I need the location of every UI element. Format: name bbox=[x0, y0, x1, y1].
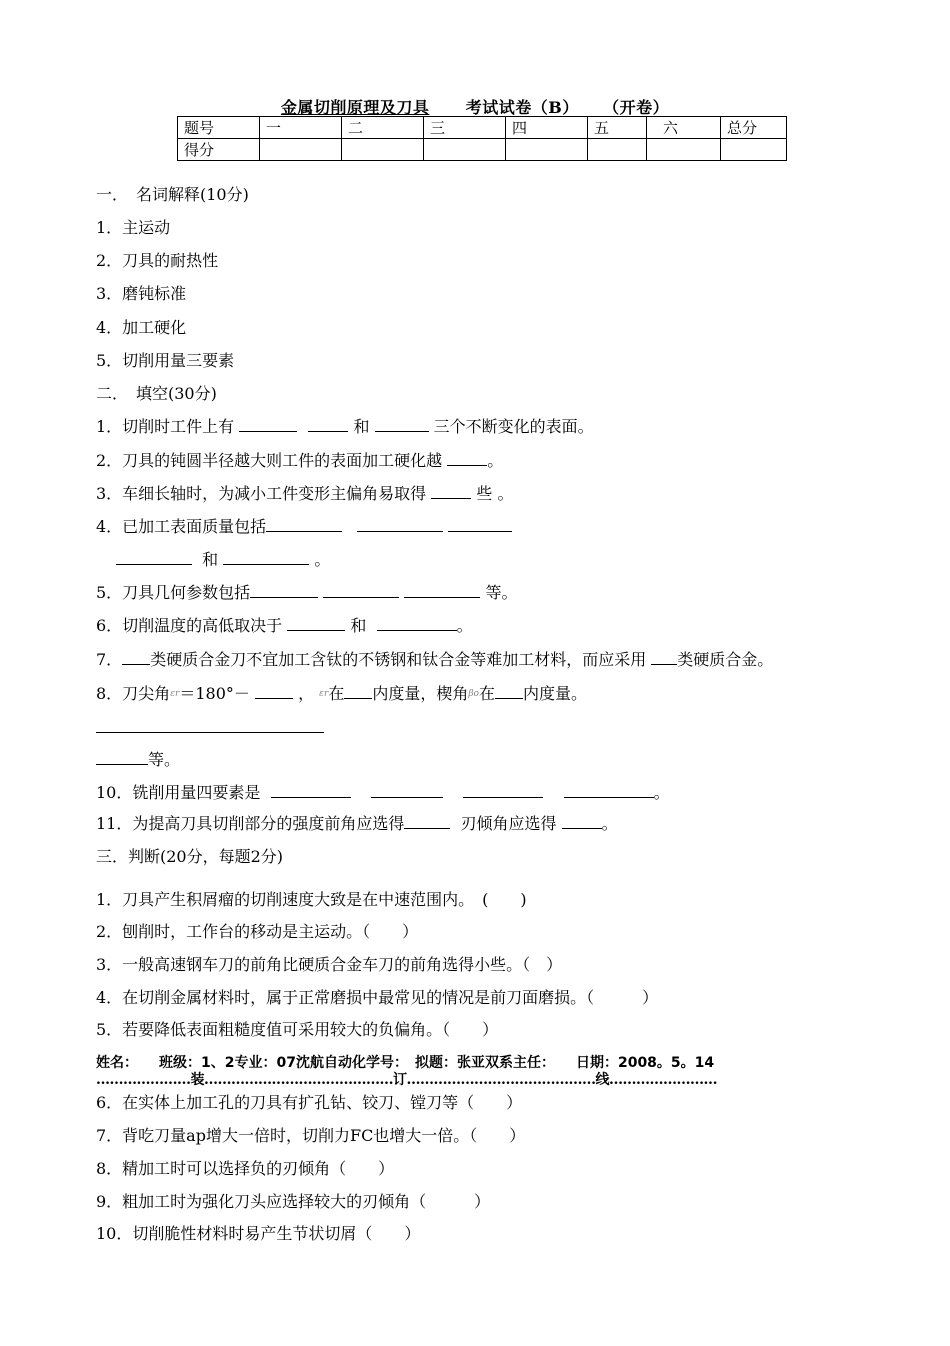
question-fill bbox=[96, 750, 180, 770]
question-text: 。 bbox=[456, 616, 473, 635]
blank-line bbox=[375, 417, 429, 432]
table-cell: 题号 bbox=[178, 117, 260, 139]
list-item: 5．若要降低表面粗糙度值可采用较大的负偏角。（ ） bbox=[96, 1020, 499, 1039]
question-fill bbox=[96, 417, 594, 437]
question-fill bbox=[116, 550, 330, 570]
question-fill bbox=[96, 484, 513, 504]
question-fill bbox=[96, 783, 670, 803]
question-text: 3．车细长轴时，为减小工件变形主偏角易取得 bbox=[96, 484, 427, 503]
exam-title bbox=[0, 95, 950, 118]
blank-line bbox=[431, 484, 471, 499]
blank-line bbox=[564, 783, 654, 798]
question-text: 在 bbox=[478, 684, 495, 703]
question-text: 和 bbox=[353, 417, 370, 436]
score-input-cell bbox=[506, 139, 588, 161]
question-text: 8．刀尖角 bbox=[96, 684, 171, 703]
question-fill bbox=[96, 517, 512, 537]
question-fill bbox=[96, 650, 773, 670]
list-item: 7．背吃刀量ap增大一倍时，切削力FC也增大一倍。（ ） bbox=[96, 1126, 526, 1145]
score-table-score-row bbox=[178, 139, 787, 161]
blank-line bbox=[371, 783, 443, 798]
question-text: 内度量。 bbox=[522, 684, 587, 703]
exam-name: 考试试卷（B） bbox=[465, 98, 579, 117]
question-text: 类硬质合金刀不宜加工含钛的不锈钢和钛合金等难加工材料，而应采用 bbox=[150, 650, 647, 669]
list-item: 4．在切削金属材料时，属于正常磨损中最常见的情况是前刀面磨损。（ ） bbox=[96, 988, 659, 1007]
list-item: 4．加工硬化 bbox=[96, 318, 187, 337]
blank-line bbox=[447, 451, 487, 466]
section-heading: 一． 名词解释(10分) bbox=[96, 185, 249, 204]
question-text: 5．刀具几何参数包括 bbox=[96, 583, 251, 602]
score-input-cell bbox=[647, 139, 721, 161]
student-info-line: 姓名： 班级：1、2专业：07沈航自动化学号： 拟题：张亚双系主任： 日期：2008。5。14 bbox=[96, 1055, 715, 1071]
table-cell: 得分 bbox=[178, 139, 260, 161]
question-text: 。 bbox=[653, 783, 670, 802]
blank-line bbox=[96, 750, 148, 765]
blank-line bbox=[287, 616, 345, 631]
score-table-header-row bbox=[178, 117, 787, 139]
blank-line bbox=[404, 583, 480, 598]
question-text: 在 bbox=[328, 684, 345, 703]
blank-line bbox=[323, 583, 399, 598]
list-item: 10．切削脆性材料时易产生节状切屑（ ） bbox=[96, 1224, 421, 1243]
question-text: 4．已加工表面质量包括 bbox=[96, 517, 267, 536]
table-cell: 三 bbox=[424, 117, 506, 139]
blank-line bbox=[250, 583, 318, 598]
list-item: 1．刀具产生积屑瘤的切削速度大致是在中速范围内。 ( ) bbox=[96, 890, 527, 909]
blank-line bbox=[651, 650, 677, 665]
score-input-cell bbox=[721, 139, 787, 161]
blank-line bbox=[271, 783, 351, 798]
list-item: 5．切削用量三要素 bbox=[96, 351, 235, 370]
question-text: 和 bbox=[202, 550, 219, 569]
question-text: 些 。 bbox=[476, 484, 514, 503]
question-fill bbox=[96, 451, 503, 471]
score-input-cell bbox=[588, 139, 647, 161]
question-text: 刃倾角应选得 bbox=[460, 814, 557, 833]
table-cell: 总分 bbox=[721, 117, 787, 139]
blank-line bbox=[266, 517, 342, 532]
course-name: 金属切削原理及刀具 bbox=[280, 98, 430, 117]
list-item: 3．磨钝标准 bbox=[96, 284, 187, 303]
table-cell: 五 bbox=[588, 117, 647, 139]
list-item: 3．一般高速钢车刀的前角比硬质合金车刀的前角选得小些。（ ） bbox=[96, 955, 563, 974]
list-item: 6．在实体上加工孔的刀具有扩孔钻、铰刀、镗刀等（ ） bbox=[96, 1093, 523, 1112]
list-item: 8．精加工时可以选择负的刃倾角（ ） bbox=[96, 1159, 395, 1178]
question-fill bbox=[96, 684, 587, 704]
section-heading: 二． 填空(30分) bbox=[96, 384, 217, 403]
table-cell: 六 bbox=[647, 117, 721, 139]
question-text: 等。 bbox=[148, 750, 181, 769]
epsilon-symbol: εr bbox=[170, 689, 180, 699]
question-text: 。 bbox=[314, 550, 331, 569]
question-text: 类硬质合金。 bbox=[677, 650, 774, 669]
blank-line bbox=[122, 650, 150, 665]
blank-line bbox=[562, 814, 602, 829]
blank-line bbox=[184, 718, 272, 733]
blank-line bbox=[357, 517, 443, 532]
question-text: 。 bbox=[487, 451, 504, 470]
table-cell: 一 bbox=[260, 117, 342, 139]
question-fill bbox=[96, 814, 618, 834]
score-input-cell bbox=[260, 139, 342, 161]
blank-line bbox=[404, 814, 450, 829]
blank-line bbox=[96, 718, 184, 733]
exam-type: （开卷） bbox=[603, 98, 670, 117]
list-item: 9．粗加工时为强化刀头应选择较大的刃倾角（ ） bbox=[96, 1192, 491, 1211]
blank-line bbox=[377, 616, 457, 631]
score-input-cell bbox=[424, 139, 506, 161]
question-text: 。 bbox=[601, 814, 618, 833]
blank-line bbox=[116, 550, 192, 565]
question-text: 11．为提高刀具切削部分的强度前角应选得 bbox=[96, 814, 405, 833]
table-cell: 二 bbox=[342, 117, 424, 139]
question-text: 1．切削时工件上有 bbox=[96, 417, 235, 436]
blank-line bbox=[448, 517, 512, 532]
question-text: 三个不断变化的表面。 bbox=[433, 417, 594, 436]
blank-line bbox=[255, 684, 293, 699]
question-text: ＝180°－ bbox=[179, 684, 250, 703]
blank-line bbox=[272, 718, 324, 733]
blank-line bbox=[495, 684, 523, 699]
blank-line bbox=[223, 550, 309, 565]
question-fill bbox=[96, 718, 324, 738]
blank-line bbox=[308, 417, 348, 432]
table-cell: 四 bbox=[506, 117, 588, 139]
list-item: 1．主运动 bbox=[96, 218, 171, 237]
score-input-cell bbox=[342, 139, 424, 161]
blank-line bbox=[463, 783, 543, 798]
score-table bbox=[177, 116, 787, 161]
beta-symbol: βo bbox=[468, 689, 479, 699]
binding-line: …………………装……………………………………订……………………………………线…………………… bbox=[96, 1072, 717, 1088]
question-text: 6．切削温度的高低取决于 bbox=[96, 616, 283, 635]
question-text: ， bbox=[298, 684, 315, 703]
blank-line bbox=[239, 417, 297, 432]
question-text: 2．刀具的钝圆半径越大则工件的表面加工硬化越 bbox=[96, 451, 443, 470]
question-text: 和 bbox=[350, 616, 367, 635]
question-text: 7． bbox=[96, 650, 123, 669]
blank-line bbox=[344, 684, 372, 699]
section-heading: 三．判断(20分，每题2分) bbox=[96, 847, 284, 866]
question-text: 10．铣削用量四要素是 bbox=[96, 783, 261, 802]
epsilon-symbol: εr bbox=[319, 689, 329, 699]
question-fill bbox=[96, 616, 473, 636]
list-item: 2．刨削时，工作台的移动是主运动。（ ） bbox=[96, 922, 419, 941]
question-text: 内度量，楔角 bbox=[372, 684, 469, 703]
question-text: 等。 bbox=[485, 583, 518, 602]
question-fill bbox=[96, 583, 517, 603]
list-item: 2．刀具的耐热性 bbox=[96, 251, 219, 270]
